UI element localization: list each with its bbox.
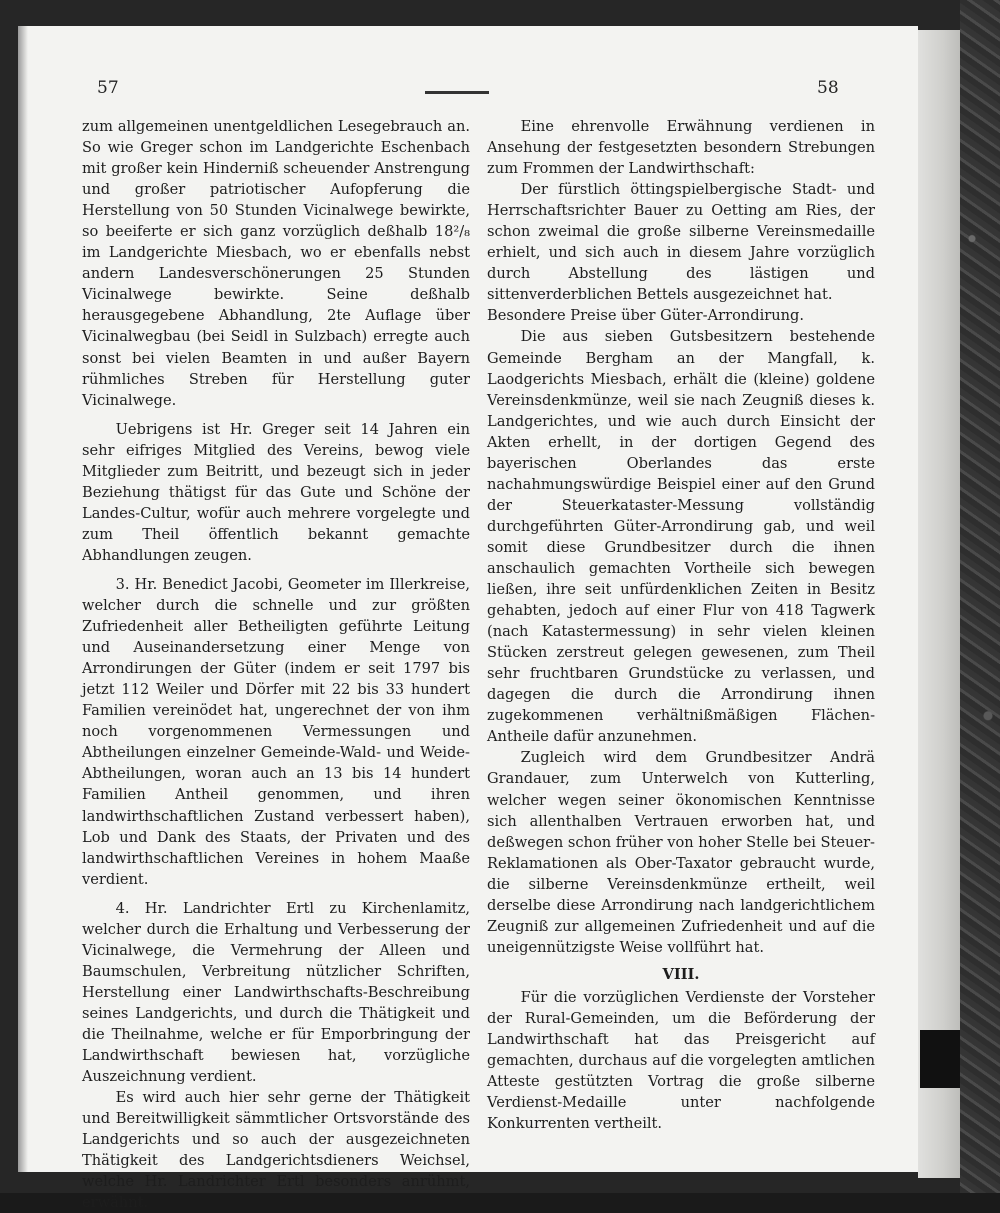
gutter-shadow bbox=[18, 26, 28, 1172]
left-column bbox=[82, 116, 470, 1213]
paragraph: 4. Hr. Landrichter Ertl zu Kirchenlamitz, welcher durch die Erhaltung und Verbesserung der Vicinalwege, die Vermehrung der Alleen und Baumschulen, Verbreitung nützlicher Schriften, Herstellung einer Landwirthschafts-Beschreibung seines Landgerichts, und durch die Thätigkeit und die Theilnahme, welche er für Emporbringung der Landwirthschaft bewiesen hat, vorzügliche Auszeichnung verdient. bbox=[82, 899, 470, 1086]
black-marker bbox=[920, 1030, 960, 1088]
page-number-left: 57 bbox=[97, 78, 119, 98]
paragraph: 3. Hr. Benedict Jacobi, Geometer im Illerkreise, welcher durch die schnelle und zur größten Zufriedenheit aller Betheiligten geführte Leitung und Auseinandersetzung einer Menge von Arrondirungen der Güter (indem er seit 1797 bis jetzt 112 Weiler und Dörfer mit 22 bis 33 hundert Familien vereinödet hat, ungerechnet der von ihm noch vorgenommenen Vermessungen und Abtheilungen einzelner Gemeinde-Wald- und Weide-Abtheilungen, woran auch an 13 bis 14 hundert Familien Antheil genommen, und ihren landwirthschaftlichen Zustand verbessert haben), Lob und Dank des Staats, der Privaten und des landwirthschaftlichen Vereines in hohem Maaße verdient. bbox=[82, 575, 470, 888]
paragraph: Die aus sieben Gutsbesitzern bestehende Gemeinde Bergham an der Mangfall, k. Laodgerichts Miesbach, erhält die (kleine) goldene Vereinsdenkmünze, weil sie nach Zeugniß dieses k. Landgerichtes, und wie auch durch Einsicht der Akten erhellt, in der dortigen Gegend des bayerischen Oberlandes das erste nachahmungswürdige Beispiel einer auf den Grund der Steuerkataster-Messung vollständig durchgeführten Güter-Arrondirung gab, und weil somit diese Grundbesitzer durch die ihnen anschaulich gemachten Vortheile sich bewegen ließen, ihre seit unfürdenklichen Zeiten in Besitz gehabten, jedoch auf einer Flur von 418 Tagwerk (nach Katastermessung) in sehr vielen kleinen Stücken zerstreut gelegen gewesenen, zum Theil sehr fruchtbaren Grundstücke zu verlassen, und dagegen die durch die Arrondirung ihnen zugekommenen verhältnißmäßigen Flächen-Antheile dafür anzunehmen. bbox=[487, 328, 875, 746]
paragraph: Zugleich wird dem Grundbesitzer Andrä Grandauer, zum Unterwelch von Kutterling, welcher wegen seiner ökonomischen Kenntnisse sich allenthalben Vertrauen erworben hat, und deßwegen schon früher von hoher Stelle bei Steuer-Reklamationen als Ober-Taxator gebraucht wurde, die silberne Vereinsdenkmünze ertheilt, weil derselbe diese Arrondirung nach landgerichtlichem Zeugniß zur allgemeinen Zufriedenheit und auf die uneigennützigste Weise vollführt hat. bbox=[487, 749, 875, 956]
marbled-cover bbox=[960, 0, 1000, 1193]
paragraph: Uebrigens ist Hr. Greger seit 14 Jahren ein sehr eifriges Mitglied des Vereins, bewog viele Mitglieder zum Beitritt, und bezeugt sich in jeder Beziehung thätigst für das Gute und Schöne der Landes-Cultur, wofür auch mehrere vorgelegte und zum Theil öffentlich bekannt gemachte Abhandlungen zeugen. bbox=[82, 420, 470, 564]
paragraph: Eine ehrenvolle Erwähnung verdienen in Ansehung der festgesetzten besondern Strebungen zum Frommen der Landwirthschaft: bbox=[487, 118, 875, 178]
paragraph: Für die vorzüglichen Verdienste der Vorsteher der Rural-Gemeinden, um die Beförderung der Landwirthschaft hat das Preisgericht auf gemachten, durchaus auf die vorgelegten amtlichen Atteste gestützten Vortrag die große silberne Verdienst-Medaille unter nachfolgende Konkurrenten vertheilt. bbox=[487, 988, 875, 1133]
section-number: VIII. bbox=[662, 965, 700, 983]
page-number-right: 58 bbox=[817, 78, 839, 98]
header-rule bbox=[425, 91, 489, 94]
paragraph: Der fürstlich öttingspielbergische Stadt- und Herrschaftsrichter Bauer zu Oetting am Ries, der schon zweimal die große silberne Vereinsmedaille erhielt, und sich auch in diesem Jahre vorzüglich durch Abstellung des lästigen und sittenverderblichen Bettels ausgezeichnet hat. bbox=[487, 181, 875, 304]
paragraph: Es wird auch hier sehr gerne der Thätigkeit und Bereitwilligkeit sämmtlicher Ortsvorstände des Landgerichts und so auch der ausgezeichneten Thätigkeit des Landgerichtsdieners Weichsel, welche Hr. Landrichter Ertl besonders anrühmt, erwähnt. bbox=[82, 1089, 470, 1212]
section-heading: Besondere Preise über Güter-Arrondirung. bbox=[487, 307, 805, 325]
paragraph: zum allgemeinen unentgeldlichen Lesegebrauch an. So wie Greger schon im Landgerichte Eschenbach mit großer kein Hinderniß scheuender Anstrengung und großer patriotischer Aufopferung die Herstellung von 50 Stunden Vicinalwege bewirkte, so beeiferte er sich ganz vorzüglich deßhalb 18²/₈ im Landgerichte Miesbach, wo er ebenfalls nebst andern Landesverschönerungen 25 Stunden Vicinalwege bewirkte. Seine deßhalb herausgegebene Abhandlung, 2te Auflage über Vicinalwegbau (bei Seidl in Sulzbach) erregte auch sonst bei vielen Beamten in und außer Bayern rühmliches Streben für Herstellung guter Vicinalwege. bbox=[82, 118, 470, 409]
page-edge bbox=[918, 30, 960, 1178]
right-column bbox=[487, 116, 875, 1134]
